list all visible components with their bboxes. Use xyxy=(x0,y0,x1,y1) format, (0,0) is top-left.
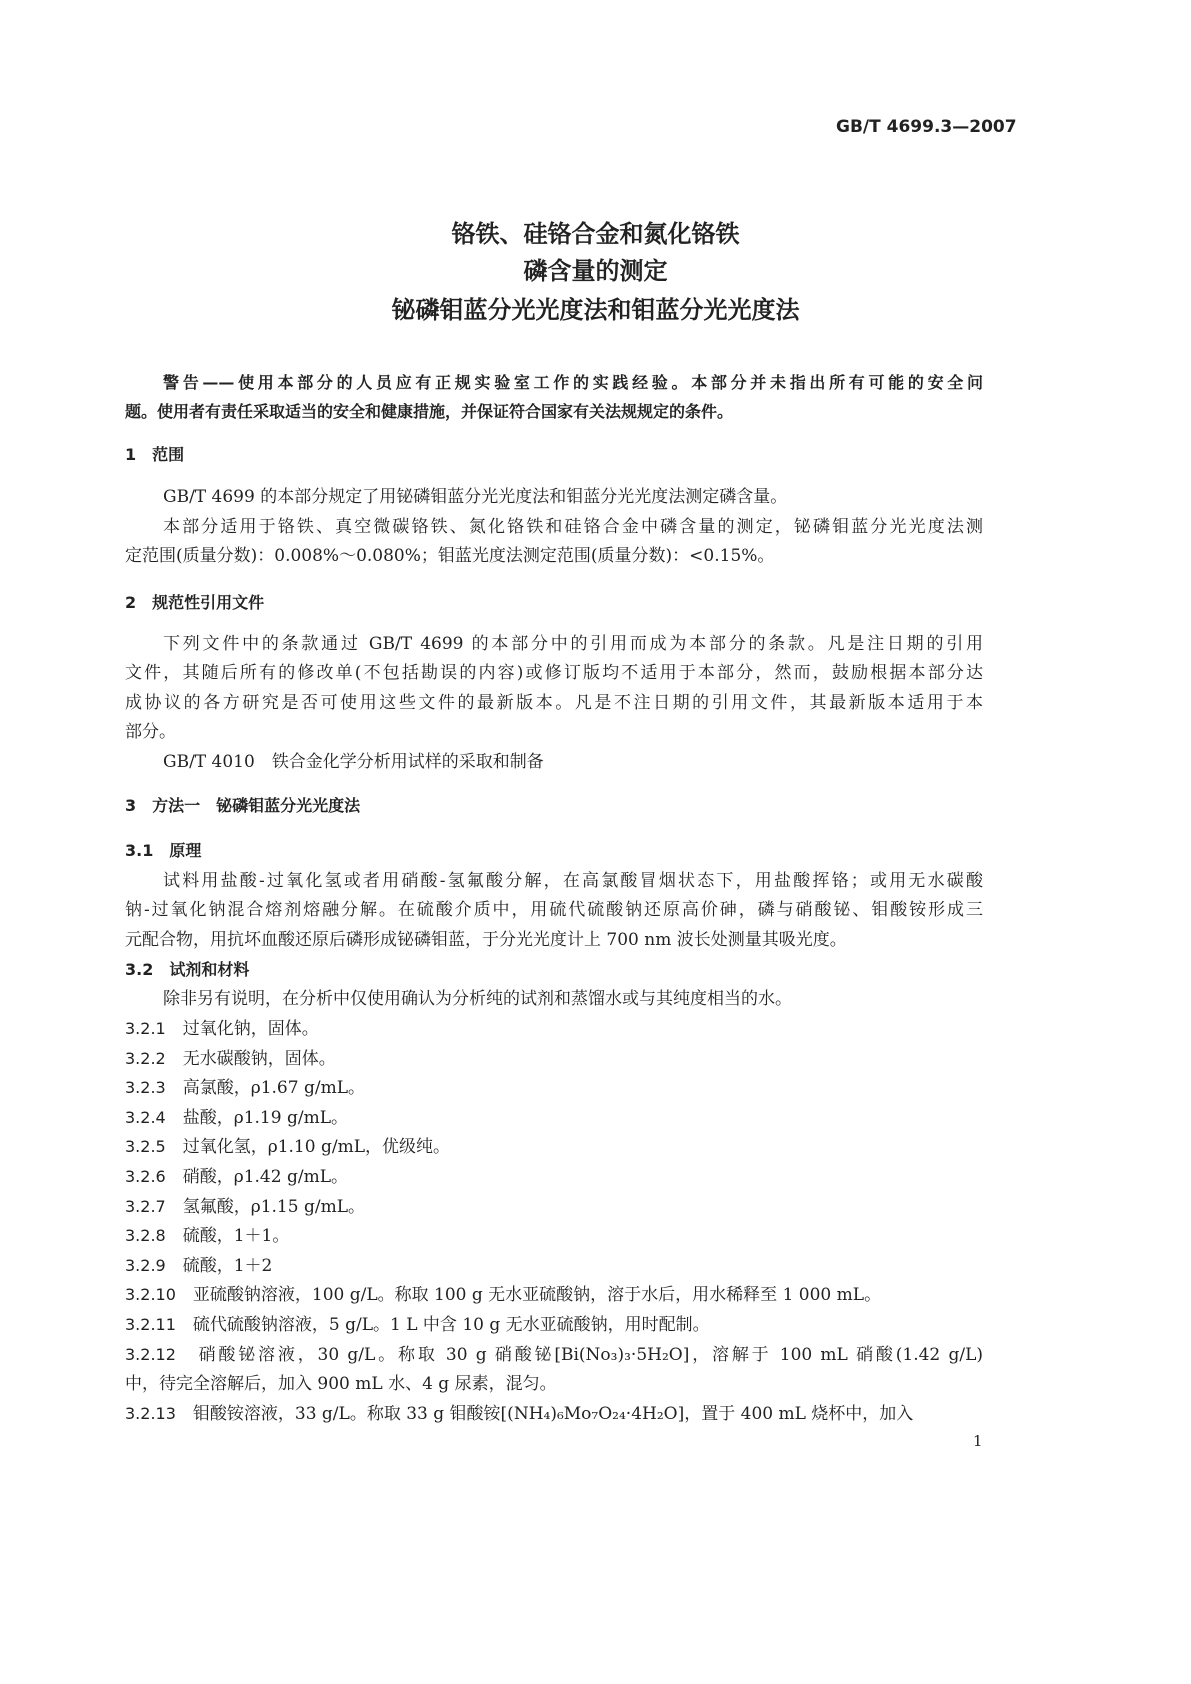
warning-line-1: 警告——使用本部分的人员应有正规实验室工作的实践经验。本部分并未指出所有可能的安全问 xyxy=(163,373,983,392)
reagent-item xyxy=(125,1048,336,1070)
normative-reference xyxy=(163,751,544,773)
reagent-item xyxy=(125,1403,913,1425)
warning-line-2: 题。使用者有责任采取适当的安全和健康措施，并保证符合国家有关法规规定的条件。 xyxy=(125,402,734,421)
subsection-3-2-heading xyxy=(125,959,249,981)
item-number: 3.2.3 xyxy=(125,1078,166,1098)
item-number: 3.2.7 xyxy=(125,1196,166,1216)
section-title: 方法一 铋磷钼蓝分光光度法 xyxy=(152,796,361,815)
reagent-item xyxy=(125,1284,881,1306)
paragraph-line: 除非另有说明，在分析中仅使用确认为分析纯的试剂和蒸馏水或与其纯度相当的水。 xyxy=(163,989,792,1009)
item-number: 3.2.6 xyxy=(125,1167,166,1186)
title-line-2: 磷含量的测定 xyxy=(523,257,668,285)
item-number: 3.2.8 xyxy=(125,1226,166,1246)
section-title: 原理 xyxy=(169,841,202,860)
reagent-item xyxy=(125,1077,365,1099)
item-text: 无水碳酸钠，固体。 xyxy=(182,1048,336,1069)
paragraph-line: 下列文件中的条款通过 GB/T 4699 的本部分中的引用而成为本部分的条款。凡是注日期的引用 xyxy=(163,634,983,654)
section-title: 规范性引用文件 xyxy=(152,593,265,612)
paragraph-line: 本部分适用于铬铁、真空微碳铬铁、氮化铬铁和硅铬合金中磷含量的测定，铋磷钼蓝分光光度法测 xyxy=(163,517,983,537)
title-line-3: 铋磷钼蓝分光光度法和钼蓝分光光度法 xyxy=(391,296,800,324)
reagent-item xyxy=(125,1314,710,1336)
reference-title: 铁合金化学分析用试样的采取和制备 xyxy=(271,752,544,772)
item-text: 硫酸，1＋1。 xyxy=(182,1226,290,1247)
item-number: 3.2.4 xyxy=(125,1107,166,1127)
section-number: 2 xyxy=(125,593,137,612)
title-line-1: 铬铁、硅铬合金和氮化铬铁 xyxy=(451,220,740,248)
reagent-item xyxy=(125,1225,289,1247)
item-number: 3.2.5 xyxy=(125,1137,166,1157)
item-text: 硫代硫酸钠溶液，5 g/L。1 L 中含 10 g 无水亚硫酸钠，用时配制。 xyxy=(192,1315,710,1335)
item-text: 亚硫酸钠溶液，100 g/L。称取 100 g 无水亚硫酸钠，溶于水后，用水稀释至 1 000 mL。 xyxy=(192,1285,882,1306)
paragraph-line: 元配合物，用抗坏血酸还原后磷形成铋磷钼蓝，于分光光度计上 700 nm 波长处测量其吸光度。 xyxy=(125,930,847,950)
section-title: 试剂和材料 xyxy=(169,960,250,979)
reagent-item xyxy=(125,1344,983,1366)
item-number: 3.2.13 xyxy=(125,1403,176,1423)
reagent-item xyxy=(125,1136,450,1158)
reagent-item xyxy=(125,1255,272,1277)
item-number: 3.2.1 xyxy=(125,1019,166,1038)
item-text: 过氧化氢，ρ1.10 g/mL，优级纯。 xyxy=(182,1137,450,1158)
section-number: 3 xyxy=(125,796,137,815)
item-text: 钼酸铵溶液，33 g/L。称取 33 g 钼酸铵[(NH₄)₆Mo₇O₂₄·4H₂O]，置于 400 mL 烧杯中，加入 xyxy=(192,1403,914,1424)
subsection-3-1-heading xyxy=(125,840,201,862)
section-1-heading xyxy=(125,444,184,466)
section-number: 3.2 xyxy=(125,960,154,979)
paragraph-line: 试料用盐酸-过氧化氢或者用硝酸-氢氟酸分解，在高氯酸冒烟状态下，用盐酸挥铬；或用无水碳酸 xyxy=(163,871,983,891)
paragraph-line: 文件，其随后所有的修改单(不包括勘误的内容)或修订版均不适用于本部分，然而，鼓励根据本部分达 xyxy=(125,663,983,683)
reagent-item xyxy=(125,1107,348,1129)
section-2-heading xyxy=(125,592,264,614)
item-number: 3.2.12 xyxy=(125,1344,176,1364)
item-text: 硝酸铋溶液，30 g/L。称取 30 g 硝酸铋[Bi(No₃)₃·5H₂O]，溶解于 100 mL 硝酸(1.42 g/L) xyxy=(198,1344,983,1365)
item-number: 3.2.11 xyxy=(125,1315,176,1334)
section-title: 范围 xyxy=(152,445,185,464)
section-3-heading xyxy=(125,795,360,817)
paragraph-line: 定范围(质量分数)：0.008%～0.080%；钼蓝光度法测定范围(质量分数)：<0.15%。 xyxy=(125,546,775,566)
item-number: 3.2.2 xyxy=(125,1048,166,1068)
paragraph-line: GB/T 4699 的本部分规定了用铋磷钼蓝分光光度法和钼蓝分光光度法测定磷含量。 xyxy=(163,487,788,507)
reagent-item xyxy=(125,1196,365,1218)
item-number: 3.2.9 xyxy=(125,1255,166,1275)
item-text: 高氯酸，ρ1.67 g/mL。 xyxy=(182,1078,365,1099)
reagent-item xyxy=(125,1166,348,1188)
standard-number: GB/T 4699.3—2007 xyxy=(836,117,1017,137)
item-text: 盐酸，ρ1.19 g/mL。 xyxy=(182,1107,348,1128)
reference-code: GB/T 4010 xyxy=(163,752,255,772)
reagent-item xyxy=(125,1018,319,1040)
item-number: 3.2.10 xyxy=(125,1285,176,1305)
item-text: 硝酸，ρ1.42 g/mL。 xyxy=(182,1167,348,1187)
paragraph-line: 部分。 xyxy=(125,722,176,742)
paragraph-line: 成协议的各方研究是否可使用这些文件的最新版本。凡是不注日期的引用文件，其最新版本适用于本 xyxy=(125,693,983,713)
item-text-continued: 中，待完全溶解后，加入 900 mL 水、4 g 尿素，混匀。 xyxy=(125,1374,557,1395)
section-number: 3.1 xyxy=(125,841,154,860)
item-text: 氢氟酸，ρ1.15 g/mL。 xyxy=(182,1196,365,1217)
page-number: 1 xyxy=(973,1432,983,1450)
paragraph-line: 钠-过氧化钠混合熔剂熔融分解。在硫酸介质中，用硫代硫酸钠还原高价砷，磷与硝酸铋、钼酸铵形成三 xyxy=(125,900,983,920)
item-text: 过氧化钠，固体。 xyxy=(182,1019,319,1039)
item-text: 硫酸，1＋2 xyxy=(182,1255,273,1276)
section-number: 1 xyxy=(125,445,137,464)
